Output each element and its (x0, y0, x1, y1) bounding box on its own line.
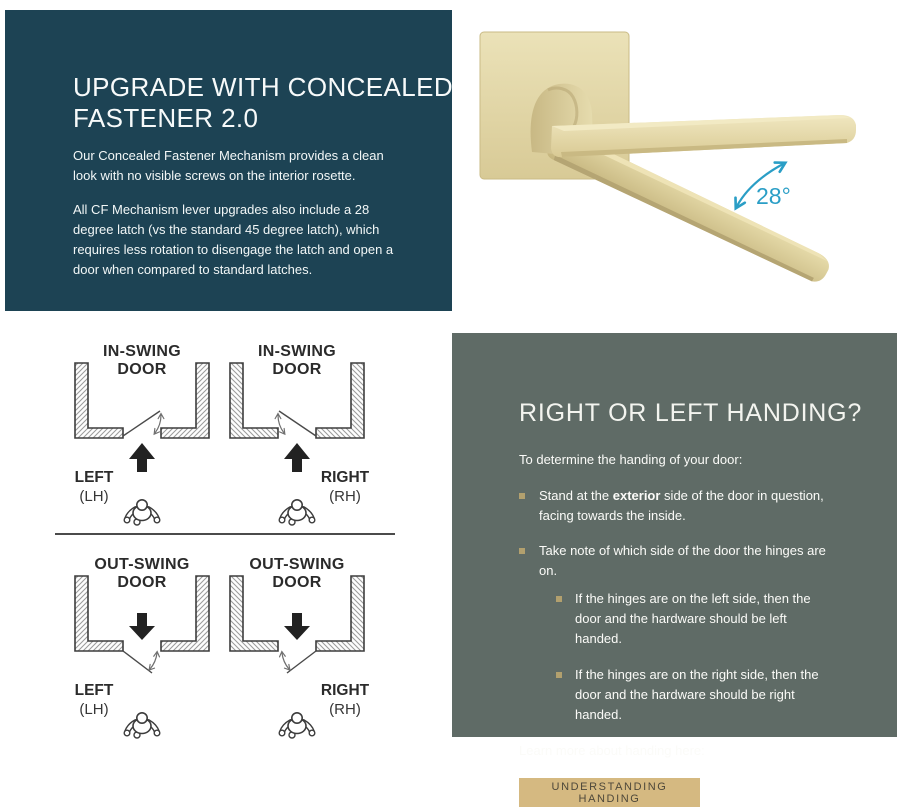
wall-left (75, 576, 123, 651)
swing-arrow-icon (150, 653, 157, 669)
lever-illustration (452, 0, 905, 330)
hand-label: LEFT (74, 469, 114, 486)
upgrade-title-line1: UPGRADE WITH CONCEALED (73, 72, 454, 102)
hand-abbr: (RH) (329, 488, 361, 505)
angle-label: 28° (756, 183, 791, 209)
wall-right (161, 363, 209, 438)
hand-abbr: (RH) (329, 701, 361, 718)
upgrade-title-line2: FASTENER 2.0 (73, 103, 259, 133)
wall-left (316, 576, 364, 651)
upgrade-paragraph-1: Our Concealed Fastener Mechanism provides a clean look with no visible screws on the interior rosette. (73, 148, 384, 183)
upgrade-paragraph-2: All CF Mechanism lever upgrades also include a 28 degree latch (vs the standard 45 degree latch), which requires less rotation to disengage the latch and open a door when compared to standard latches. (73, 202, 394, 277)
diagram-title-line1: OUT-SWING (94, 556, 190, 573)
upgrade-panel (5, 10, 452, 311)
wall-right (161, 576, 209, 651)
door-line (123, 411, 160, 436)
wall-right (230, 576, 278, 651)
door-diagram-inswing-right (212, 339, 402, 535)
direction-arrow-down-icon (129, 613, 155, 640)
swing-arrow-icon (278, 415, 284, 433)
bullet-hinge-side (519, 541, 829, 725)
diagram-title-line1: IN-SWING (103, 343, 181, 360)
hand-label: LEFT (74, 682, 114, 699)
door-line (123, 651, 152, 673)
diagram-title-line2: DOOR (272, 361, 322, 378)
swing-arrow-icon (155, 415, 161, 433)
door-diagram-outswing-right (212, 552, 402, 748)
handing-sub-list (539, 589, 829, 725)
direction-arrow-up-icon (284, 443, 310, 472)
hand-abbr: (LH) (79, 488, 109, 505)
person-icon (124, 500, 160, 525)
section-divider (55, 533, 395, 535)
bullet-text-pre: Stand at the (539, 488, 613, 503)
diagram-title-line1: OUT-SWING (249, 556, 345, 573)
door-handing-diagrams (0, 330, 452, 747)
diagram-title-line2: DOOR (272, 574, 322, 591)
wall-left (316, 363, 364, 438)
diagram-title-line2: DOOR (117, 361, 167, 378)
swing-arrow-icon (282, 653, 289, 669)
wall-left (75, 363, 123, 438)
diagram-title-line1: IN-SWING (258, 343, 336, 360)
door-line (287, 651, 316, 673)
bullet-text-bold: exterior (612, 488, 661, 503)
handing-bullet-list (519, 486, 829, 725)
direction-arrow-up-icon (129, 443, 155, 472)
bullet-text-post: side of the door in question, facing towards the inside. (539, 488, 824, 523)
hand-label: RIGHT (320, 682, 370, 699)
sub-bullet-left-hinges: If the hinges are on the left side, then the door and the hardware should be left handed. (556, 589, 821, 649)
learn-more-text: Learn more about handing here: (519, 743, 705, 758)
bullet-text: Take note of which side of the door the hinges are on. (539, 543, 826, 578)
lever-product-figure (452, 0, 905, 330)
diagram-title-line2: DOOR (117, 574, 167, 591)
upgrade-title (73, 72, 454, 134)
bullet-stand-exterior (519, 486, 829, 526)
hand-abbr: (LH) (79, 701, 109, 718)
direction-arrow-down-icon (284, 613, 310, 640)
understanding-handing-button[interactable]: UNDERSTANDING HANDING (519, 778, 700, 807)
wall-right (230, 363, 278, 438)
handing-title: RIGHT OR LEFT HANDING? (519, 399, 863, 427)
sub-bullet-right-hinges: If the hinges are on the right side, then the door and the hardware should be right handed. (556, 665, 821, 725)
person-icon (279, 500, 315, 525)
handing-intro: To determine the handing of your door: (519, 452, 743, 467)
person-icon (279, 713, 315, 738)
hand-label: RIGHT (320, 469, 370, 486)
person-icon (124, 713, 160, 738)
handing-panel (452, 333, 897, 805)
door-line (279, 411, 316, 436)
